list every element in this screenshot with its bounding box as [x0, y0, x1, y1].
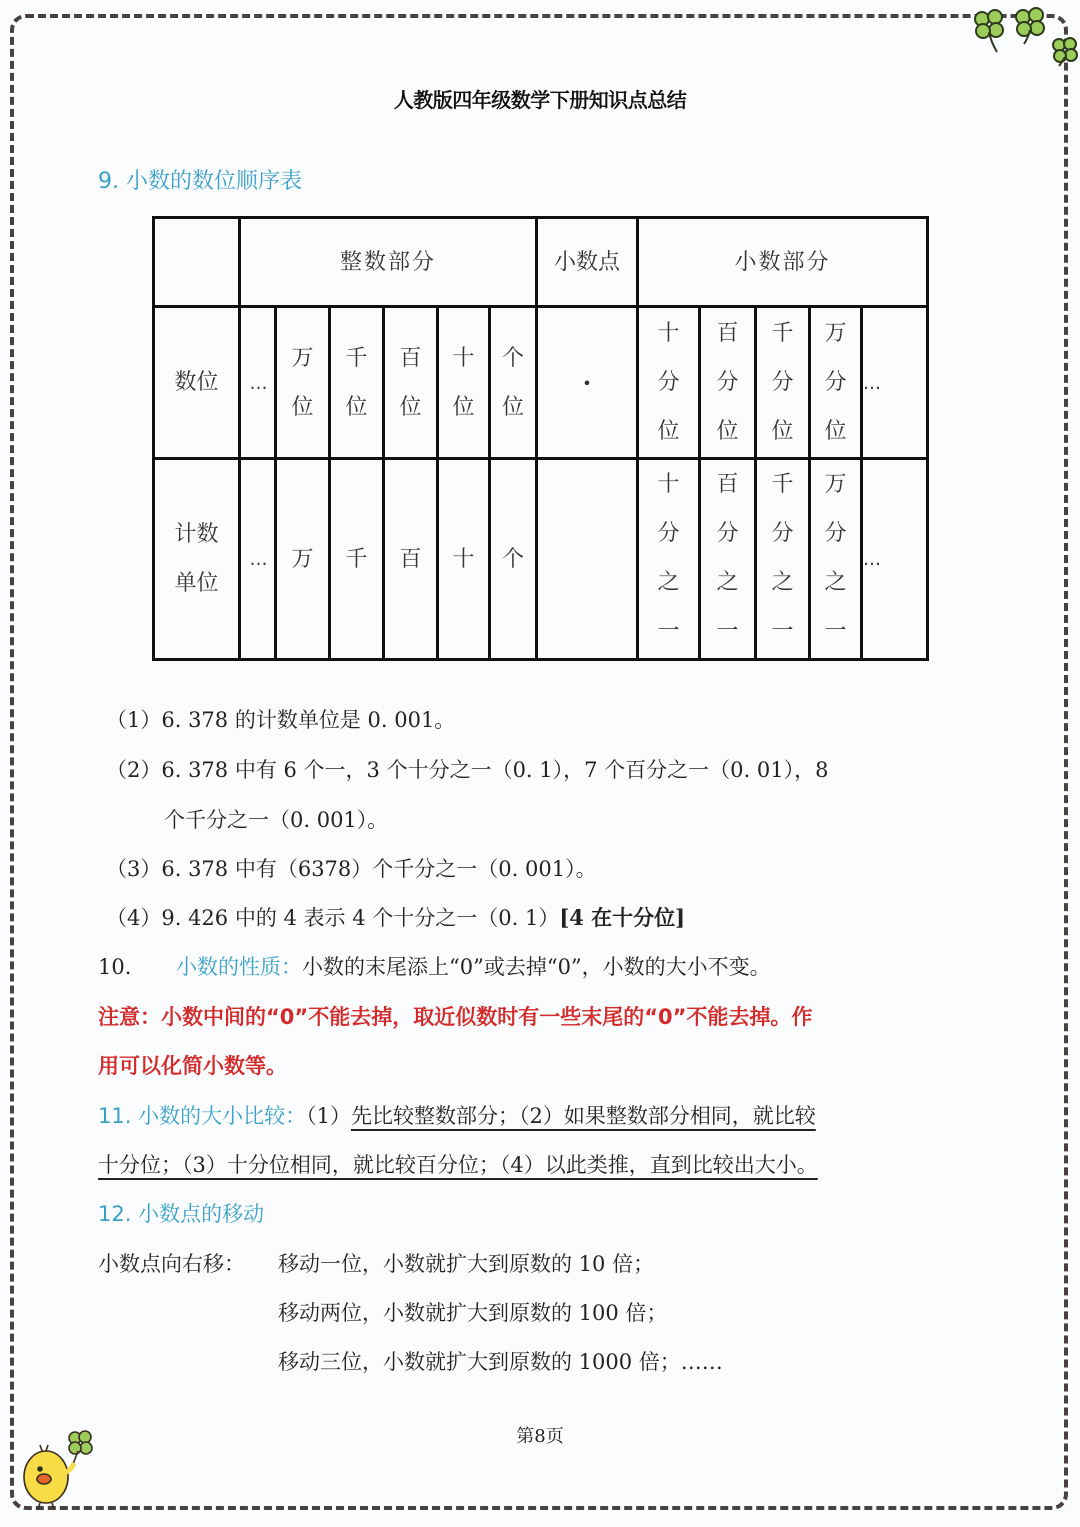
clover-decoration-icon: [965, 2, 1080, 72]
table-cell: 千位: [330, 307, 384, 459]
section-12-line-3: 移动三位，小数就扩大到原数的 1000 倍；……: [278, 1350, 723, 1374]
section-10-warning-line-2: 用可以化简小数等。: [98, 1054, 287, 1078]
note-4-emphasis: [4 在十分位]: [559, 905, 686, 930]
table-cell: 个位: [490, 307, 537, 459]
note-4: （4）9. 426 中的 4 表示 4 个十分之一（0. 1）[4 在十分位]: [106, 905, 686, 930]
table-cell: …: [240, 307, 276, 459]
note-2-line-2: 个千分之一（0. 001）。: [164, 808, 389, 832]
decimal-place-value-table: [152, 216, 929, 661]
table-cell: 万位: [276, 307, 330, 459]
table-cell: [537, 459, 638, 660]
table-cell: 千分位: [756, 307, 810, 459]
header-decimal-part: 小数部分: [638, 218, 928, 307]
table-row-place: [154, 307, 928, 459]
table-cell: 百位: [384, 307, 438, 459]
table-cell: …: [862, 307, 928, 459]
section-11-heading: 11. 小数的大小比较：: [98, 1104, 307, 1128]
table-cell: 个: [490, 459, 537, 660]
table-row-unit: [154, 459, 928, 660]
header-integer-part: 整数部分: [240, 218, 537, 307]
chick-with-clover-icon: [10, 1425, 100, 1510]
table-cell: 千: [330, 459, 384, 660]
row-label-place: 数位: [154, 307, 240, 459]
table-cell: •: [537, 307, 638, 459]
section-10: 10. 小数的性质：小数的末尾添上“0”或去掉“0”，小数的大小不变。: [98, 955, 771, 979]
note-3: （3）6. 378 中有（6378）个千分之一（0. 001）。: [106, 857, 597, 881]
table-cell: 万分之一: [810, 459, 862, 660]
section-10-heading: 小数的性质：: [176, 955, 302, 979]
section-9-title: 9. 小数的数位顺序表: [98, 169, 302, 194]
row-label-unit: 计数单位: [154, 459, 240, 660]
note-1: （1）6. 378 的计数单位是 0. 001。: [106, 708, 456, 732]
table-cell: 万: [276, 459, 330, 660]
table-cell: 百分之一: [700, 459, 756, 660]
table-cell: 万分位: [810, 307, 862, 459]
section-11-line-2: 十分位；（3）十分位相同，就比较百分位；（4）以此类推，直到比较出大小。: [98, 1153, 818, 1177]
section-12-heading: 12. 小数点的移动: [98, 1202, 265, 1226]
header-blank-cell: [154, 218, 240, 307]
table-cell: 十分位: [638, 307, 700, 459]
table-cell: 千分之一: [756, 459, 810, 660]
section-11: 11. 小数的大小比较：（1）先比较整数部分；（2）如果整数部分相同，就比较: [98, 1104, 816, 1128]
table-cell: 百分位: [700, 307, 756, 459]
table-cell: …: [862, 459, 928, 660]
table-cell: 十: [438, 459, 490, 660]
section-12-line-1: 小数点向右移： 移动一位，小数就扩大到原数的 10 倍；: [98, 1252, 655, 1276]
page-number: 第8页: [516, 1426, 564, 1447]
header-decimal-point: 小数点: [537, 218, 638, 307]
note-2-line-1: （2）6. 378 中有 6 个一，3 个十分之一（0. 1），7 个百分之一（0. 01），8: [106, 758, 829, 782]
document-title: 人教版四年级数学下册知识点总结: [393, 88, 687, 112]
table-cell: 百: [384, 459, 438, 660]
section-10-warning-line-1: 注意：小数中间的“0”不能去掉，取近似数时有一些末尾的“0”不能去掉。作: [98, 1005, 813, 1029]
section-12-line-2: 移动两位，小数就扩大到原数的 100 倍；: [278, 1301, 668, 1325]
table-cell: …: [240, 459, 276, 660]
table-cell: 十分之一: [638, 459, 700, 660]
table-cell: 十位: [438, 307, 490, 459]
table-header-row: [154, 218, 928, 307]
